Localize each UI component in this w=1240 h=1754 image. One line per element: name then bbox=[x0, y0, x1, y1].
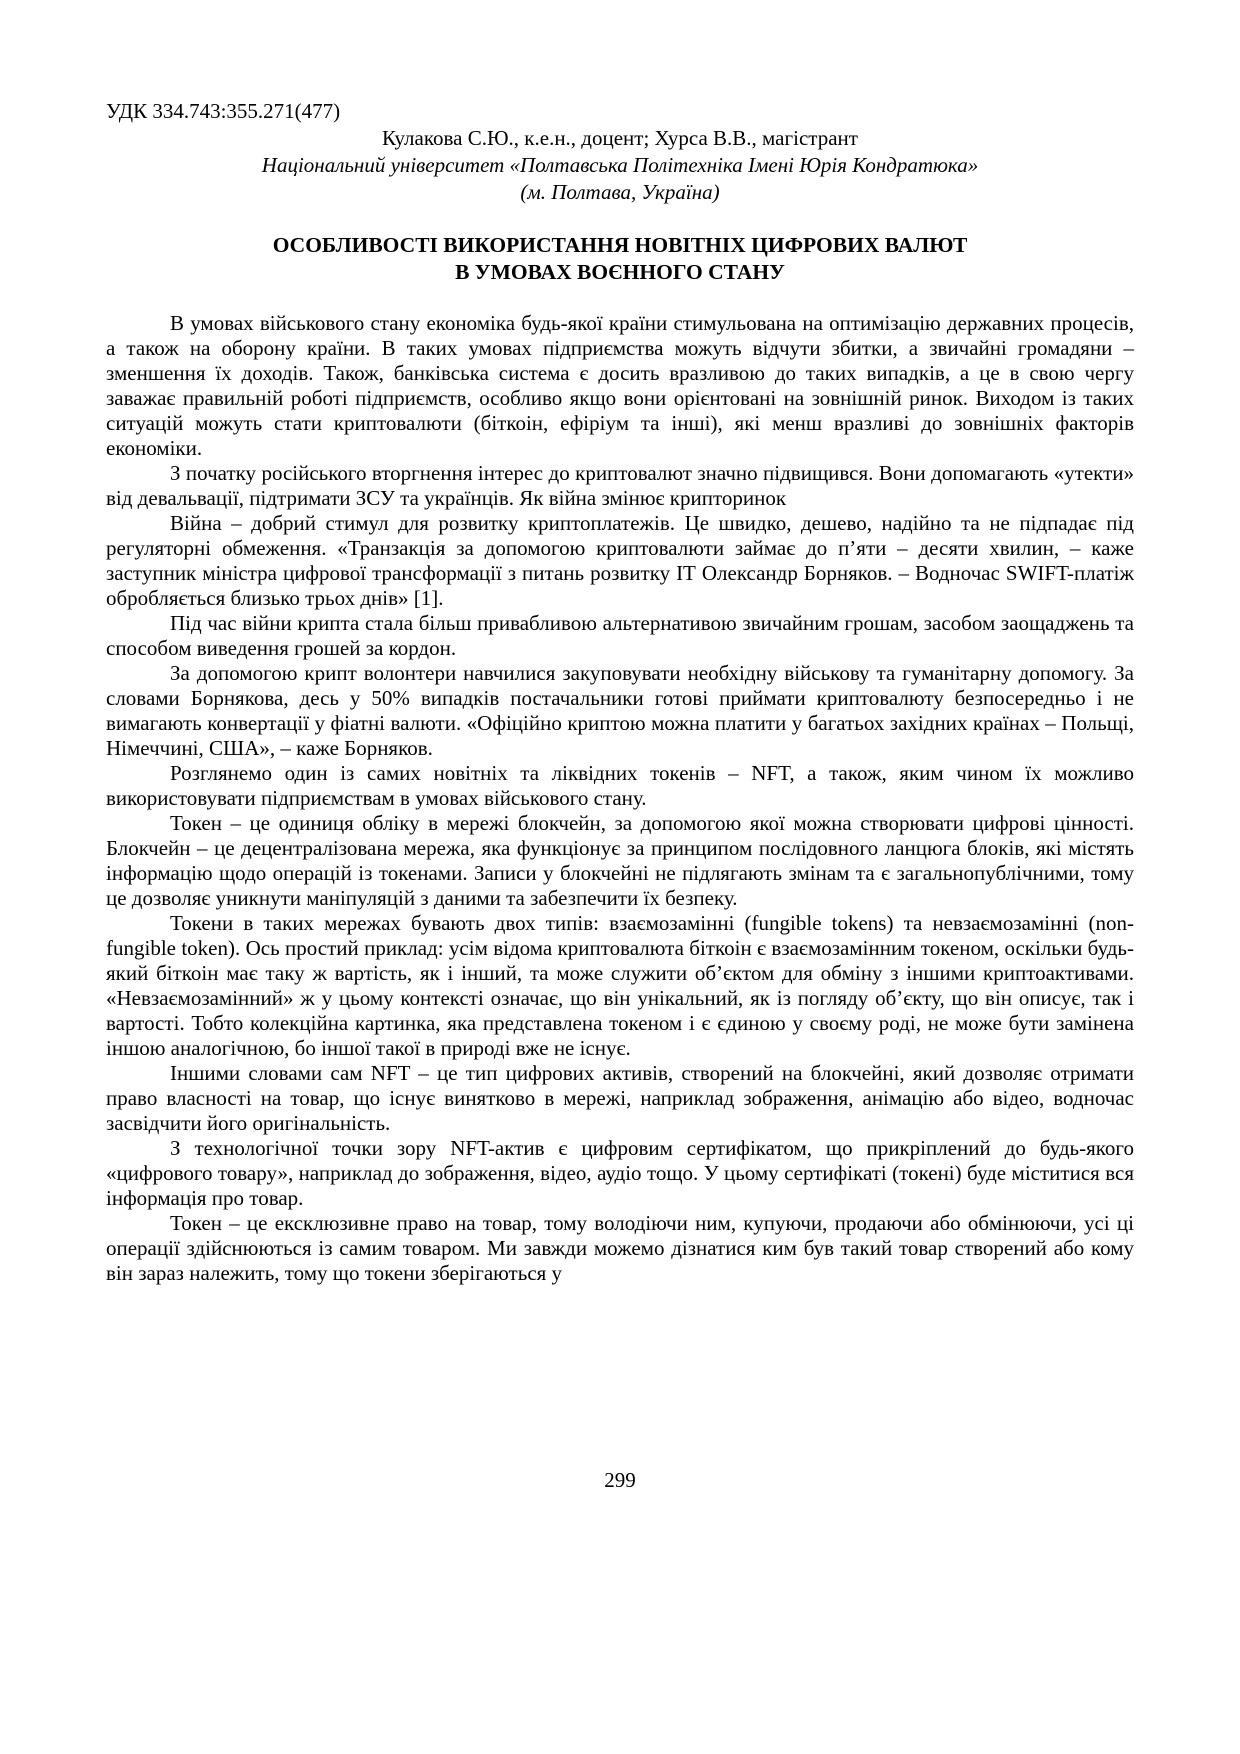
page-number: 299 bbox=[604, 1468, 636, 1492]
paper-body bbox=[106, 311, 1134, 1286]
paragraph-3: Війна – добрий стимул для розвитку криптоплатежів. Це швидко, дешево, надійно та не підпадає під регуляторні обмеження. «Транзакція за допомогою криптовалюти займає до п’яти – десяти хвилин, – каже заступник міністра цифрової трансформації з питань розвитку ІТ Олександр Борняков. – Водночас SWIFT-платіж обробляється близько трьох днів» [1]. bbox=[106, 511, 1134, 610]
paragraph-8: Токени в таких мережах бувають двох типів: взаємозамінні (fungible tokens) та невзаємозамінні (non-fungible token). Ось простий приклад: усім відома криптовалюта біткоін є взаємозамінним токеном, оскільки будь-який біткоін має таку ж вартість, як і інший, та може служити об’єктом для обміну з іншими криптоактивами. «Невзаємозамінний» ж у цьому контексті означає, що він унікальний, як із погляду об’єкту, що він описує, так і вартості. Тобто колекційна картинка, яка представлена токеном і є єдиною у своєму роді, не може бути замінена іншою аналогічною, бо іншої такої в природі вже не існує. bbox=[106, 911, 1134, 1060]
paragraph-10: З технологічної точки зору NFT-актив є цифровим сертифікатом, що прикріплений до будь-якого «цифрового товару», наприклад до зображення, відео, аудіо тощо. У цьому сертифікаті (токені) буде міститися вся інформація про товар. bbox=[106, 1136, 1134, 1210]
paragraph-5: За допомогою крипт волонтери навчилися закуповувати необхідну військову та гуманітарну допомогу. За словами Борнякова, десь у 50% випадків постачальники готові приймати криптовалюту безпосередньо і не вимагають конвертації у фіатні валюти. «Офіційно криптою можна платити у багатьох західних країнах – Польщі, Німеччині, США», – каже Борняков. bbox=[106, 661, 1134, 760]
paragraph-7: Токен – це одиниця обліку в мережі блокчейн, за допомогою якої можна створювати цифрові цінності. Блокчейн – це децентралізована мережа, яка функціонує за принципом послідовного ланцюга блоків, які містять інформацію щодо операцій із токенами. Записи у блокчейні не підлягають змінам та є загальнопублічними, тому це дозволяє уникнути маніпуляцій з даними та забезпечити їх безпеку. bbox=[106, 811, 1134, 910]
paragraph-6: Розглянемо один із самих новітніх та ліквідних токенів – NFT, а також, яким чином їх можливо використовувати підприємствам в умовах військового стану. bbox=[106, 761, 1134, 810]
paragraph-9: Іншими словами сам NFT – це тип цифрових активів, створений на блокчейні, який дозволяє отримати право власності на товар, що існує винятково в мережі, наприклад зображення, анімацію або відео, водночас засвідчити його оригінальність. bbox=[106, 1061, 1134, 1135]
paper-title-line-2: В УМОВАХ ВОЄННОГО СТАНУ bbox=[455, 260, 785, 284]
udk-code: УДК 334.743:355.271(477) bbox=[106, 99, 341, 123]
authors-line: Кулакова С.Ю., к.е.н., доцент; Хурса В.В., магістрант bbox=[382, 126, 858, 150]
paragraph-2: З початку російського вторгнення інтерес до криптовалют значно підвищився. Вони допомагають «утекти» від девальвації, підтримати ЗСУ та українців. Як війна змінює крипторинок bbox=[106, 461, 1134, 510]
affiliation-line: Національний університет «Полтавська Політехніка Імені Юрія Кондратюка» bbox=[261, 153, 979, 177]
paragraph-11: Токен – це ексклюзивне право на товар, тому володіючи ним, купуючи, продаючи або обмінюючи, усі ці операції здійснюються із самим товаром. Ми завжди можемо дізнатися ким був такий товар створений або кому він зараз належить, тому що токени зберігаються у bbox=[106, 1211, 1134, 1285]
location-line: (м. Полтава, Україна) bbox=[520, 180, 720, 204]
paragraph-1: В умовах військового стану економіка будь-якої країни стимульована на оптимізацію державних процесів, а також на оборону країни. В таких умовах підприємства можуть відчути збитки, а звичайні громадяни – зменшення їх доходів. Також, банківська система є досить вразливою до таких випадків, а це в свою чергу заважає правильній роботі підприємств, особливо якщо вони орієнтовані на зовнішній ринок. Виходом із таких ситуацій можуть стати криптовалюти (біткоін, ефіріум та інші), які менш вразливі до зовнішніх факторів економіки. bbox=[106, 311, 1134, 460]
paragraph-4: Під час війни крипта стала більш привабливою альтернативою звичайним грошам, засобом заощаджень та способом виведення грошей за кордон. bbox=[106, 611, 1134, 660]
paper-title bbox=[106, 232, 1134, 286]
paper-title-line-1: ОСОБЛИВОСТІ ВИКОРИСТАННЯ НОВІТНІХ ЦИФРОВИХ ВАЛЮТ bbox=[272, 233, 968, 257]
